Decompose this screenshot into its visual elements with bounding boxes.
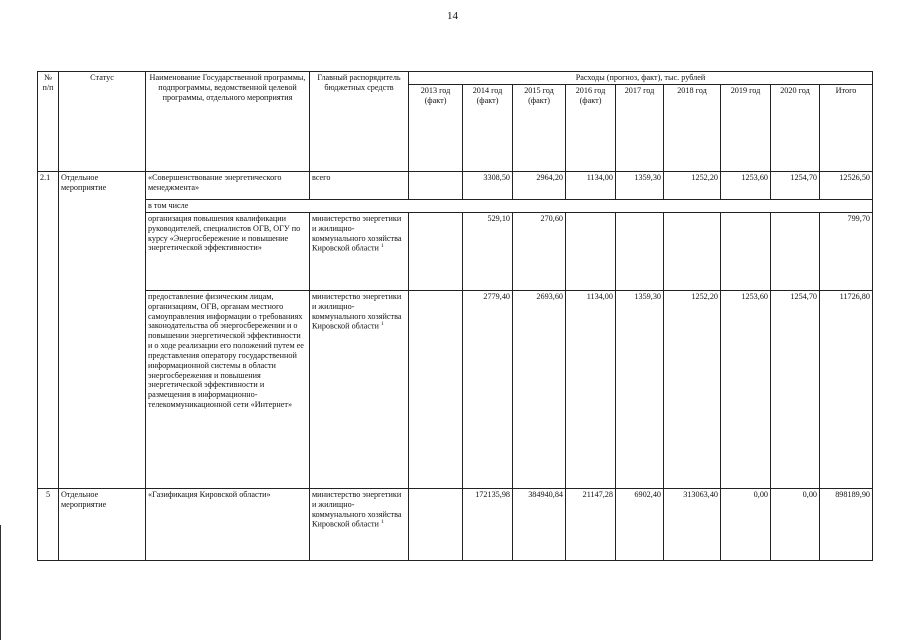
header-name: Наименование Государственной программы, подпрограммы, ведомственной целевой программы, отдельного мероприятия	[146, 72, 310, 172]
value-cell: 1252,20	[664, 290, 721, 488]
footnote-mark: 1	[380, 321, 384, 328]
scan-edge-line	[0, 525, 1, 640]
header-year: 2020 год	[771, 84, 820, 171]
value-cell	[771, 212, 820, 290]
value-cell	[409, 290, 463, 488]
row-num: 2.1	[38, 171, 59, 488]
row-name: организация повышения квалификации руководителей, специалистов ОГВ, ОГУ по курсу «Энергосбережение и повышение энергетической эффективности»	[146, 212, 310, 290]
row-name: «Газификация Кировской области»	[146, 488, 310, 560]
value-cell: 6902,40	[616, 488, 664, 560]
value-cell: 2779,40	[463, 290, 513, 488]
value-cell: 3308,50	[463, 171, 513, 199]
table-row	[38, 290, 873, 488]
value-cell: 11726,80	[820, 290, 873, 488]
value-cell: 529,10	[463, 212, 513, 290]
page-number: 14	[447, 10, 458, 22]
value-cell	[409, 212, 463, 290]
value-cell: 799,70	[820, 212, 873, 290]
value-cell: 1134,00	[566, 290, 616, 488]
value-cell: 172135,98	[463, 488, 513, 560]
row-admin-text: министерство энергетики и жилищно-коммунального хозяйства Кировской области	[312, 291, 402, 332]
value-cell	[721, 212, 771, 290]
value-cell: 1359,30	[616, 171, 664, 199]
row-name: «Совершенствование энергетического менеджмента»	[146, 171, 310, 199]
value-cell	[409, 488, 463, 560]
row-admin-text: министерство энергетики и жилищно-коммунального хозяйства Кировской области	[312, 489, 402, 530]
row-admin	[310, 212, 409, 290]
row-admin	[310, 290, 409, 488]
footnote-mark: 1	[380, 519, 384, 526]
header-expenses: Расходы (прогноз, факт), тыс. рублей	[409, 72, 873, 85]
header-total: Итого	[820, 84, 873, 171]
value-cell	[616, 212, 664, 290]
value-cell: 1254,70	[771, 171, 820, 199]
value-cell: 12526,50	[820, 171, 873, 199]
value-cell: 313063,40	[664, 488, 721, 560]
header-year: 2014 год (факт)	[463, 84, 513, 171]
value-cell: 898189,90	[820, 488, 873, 560]
value-cell: 1253,60	[721, 290, 771, 488]
table-row	[38, 171, 873, 199]
value-cell: 1254,70	[771, 290, 820, 488]
row-name: предоставление физическим лицам, организациям, ОГВ, органам местного самоуправления информации о требованиях законодательства об энергосбережении и о повышении энергетической эффективности и о ходе реализации его положений путем ее представления оператору государственной информационной системы в области энергосбережения и повышения энергетической эффективности и размещения в информационно-телекоммуникационной сети «Интернет»	[146, 290, 310, 488]
table-row	[38, 212, 873, 290]
value-cell	[409, 171, 463, 199]
value-cell	[566, 212, 616, 290]
budget-table	[37, 71, 873, 561]
table-row	[38, 199, 873, 212]
header-year: 2016 год (факт)	[566, 84, 616, 171]
value-cell: 384940,84	[513, 488, 566, 560]
row-status: Отдельное мероприятие	[59, 488, 146, 560]
header-year: 2018 год	[664, 84, 721, 171]
header-num: № п/п	[38, 72, 59, 172]
table-row	[38, 488, 873, 560]
value-cell: 1253,60	[721, 171, 771, 199]
header-year: 2015 год (факт)	[513, 84, 566, 171]
footnote-mark: 1	[380, 243, 384, 250]
value-cell: 270,60	[513, 212, 566, 290]
value-cell: 0,00	[771, 488, 820, 560]
row-status: Отдельное мероприятие	[59, 171, 146, 488]
header-year: 2017 год	[616, 84, 664, 171]
value-cell: 2693,60	[513, 290, 566, 488]
value-cell: 0,00	[721, 488, 771, 560]
value-cell	[664, 212, 721, 290]
value-cell: 2964,20	[513, 171, 566, 199]
row-subheading: в том числе	[146, 199, 873, 212]
header-year: 2013 год (факт)	[409, 84, 463, 171]
header-year: 2019 год	[721, 84, 771, 171]
row-admin-text: министерство энергетики и жилищно-коммунального хозяйства Кировской области	[312, 213, 402, 254]
value-cell: 1359,30	[616, 290, 664, 488]
value-cell: 1134,00	[566, 171, 616, 199]
header-admin: Главный распорядитель бюджетных средств	[310, 72, 409, 172]
row-num: 5	[38, 488, 59, 560]
row-admin: всего	[310, 171, 409, 199]
header-status: Статус	[59, 72, 146, 172]
value-cell: 21147,28	[566, 488, 616, 560]
value-cell: 1252,20	[664, 171, 721, 199]
row-admin	[310, 488, 409, 560]
